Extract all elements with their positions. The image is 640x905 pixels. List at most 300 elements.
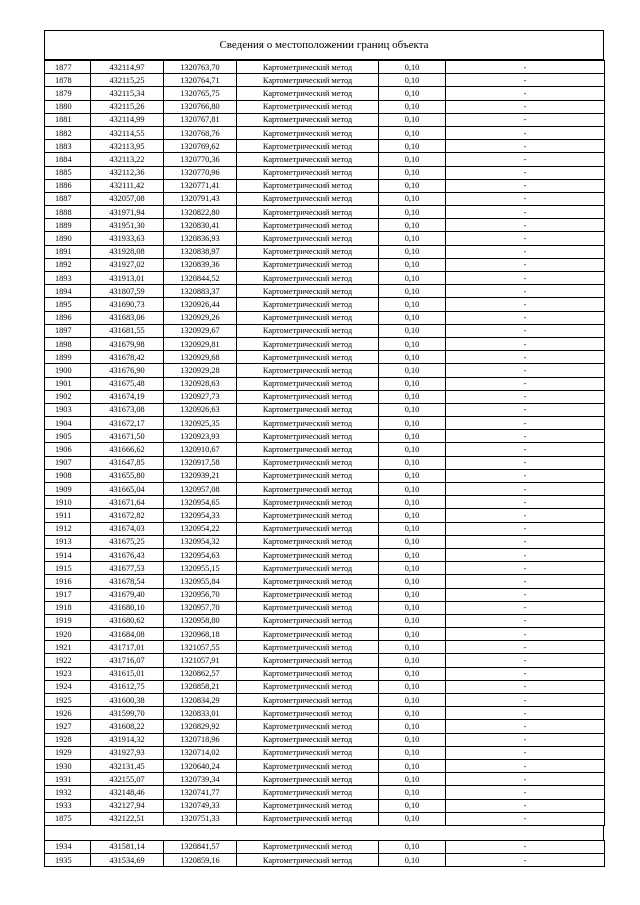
method-cell: Картометрический метод [237,364,379,377]
table-row [45,456,605,469]
point-number-cell: 1929 [45,746,91,759]
point-number-cell: 1883 [45,140,91,153]
description-cell: - [446,483,605,496]
description-cell: - [446,285,605,298]
description-cell: - [446,854,605,867]
table-row [45,100,605,113]
accuracy-cell: 0,10 [379,614,446,627]
point-number-cell: 1875 [45,812,91,825]
description-cell: - [446,364,605,377]
x-coordinate-cell: 432057,08 [91,192,164,205]
x-coordinate-cell: 431928,08 [91,245,164,258]
method-cell: Картометрический метод [237,812,379,825]
table-row [45,812,605,825]
y-coordinate-cell: 1320858,21 [164,680,237,693]
y-coordinate-cell: 1320917,58 [164,456,237,469]
y-coordinate-cell: 1320838,97 [164,245,237,258]
point-number-cell: 1935 [45,854,91,867]
method-cell: Картометрический метод [237,759,379,772]
y-coordinate-cell: 1320929,81 [164,337,237,350]
table-row [45,799,605,812]
description-cell: - [446,469,605,482]
point-number-cell: 1881 [45,113,91,126]
table-row [45,166,605,179]
point-number-cell: 1908 [45,469,91,482]
description-cell: - [446,258,605,271]
y-coordinate-cell: 1320765,75 [164,87,237,100]
point-number-cell: 1878 [45,74,91,87]
description-cell: - [446,799,605,812]
table-row [45,192,605,205]
accuracy-cell: 0,10 [379,258,446,271]
x-coordinate-cell: 432113,22 [91,153,164,166]
accuracy-cell: 0,10 [379,496,446,509]
point-number-cell: 1932 [45,786,91,799]
accuracy-cell: 0,10 [379,324,446,337]
table-title-text: Сведения о местоположении границ объекта [219,39,429,51]
y-coordinate-cell: 1321057,91 [164,654,237,667]
y-coordinate-cell: 1320829,92 [164,720,237,733]
x-coordinate-cell: 432111,42 [91,179,164,192]
y-coordinate-cell: 1320768,76 [164,126,237,139]
point-number-cell: 1922 [45,654,91,667]
point-number-cell: 1886 [45,179,91,192]
x-coordinate-cell: 432113,95 [91,140,164,153]
x-coordinate-cell: 431683,06 [91,311,164,324]
accuracy-cell: 0,10 [379,272,446,285]
table-row [45,759,605,772]
x-coordinate-cell: 431671,64 [91,496,164,509]
y-coordinate-cell: 1320925,35 [164,417,237,430]
y-coordinate-cell: 1320844,52 [164,272,237,285]
boundary-table-part-2 [44,840,605,867]
description-cell: - [446,759,605,772]
point-number-cell: 1899 [45,351,91,364]
method-cell: Картометрический метод [237,272,379,285]
description-cell: - [446,140,605,153]
accuracy-cell: 0,10 [379,680,446,693]
description-cell: - [446,324,605,337]
accuracy-cell: 0,10 [379,854,446,867]
method-cell: Картометрический метод [237,87,379,100]
x-coordinate-cell: 432114,99 [91,113,164,126]
point-number-cell: 1920 [45,628,91,641]
method-cell: Картометрический метод [237,298,379,311]
accuracy-cell: 0,10 [379,192,446,205]
x-coordinate-cell: 431534,69 [91,854,164,867]
x-coordinate-cell: 431655,80 [91,469,164,482]
table-title [44,30,604,60]
method-cell: Картометрический метод [237,232,379,245]
method-cell: Картометрический метод [237,548,379,561]
y-coordinate-cell: 1320770,96 [164,166,237,179]
accuracy-cell: 0,10 [379,232,446,245]
table-row [45,522,605,535]
table-row [45,548,605,561]
description-cell: - [446,351,605,364]
description-cell: - [446,601,605,614]
x-coordinate-cell: 431690,73 [91,298,164,311]
table-row [45,206,605,219]
method-cell: Картометрический метод [237,707,379,720]
x-coordinate-cell: 431679,98 [91,337,164,350]
x-coordinate-cell: 432122,51 [91,812,164,825]
description-cell: - [446,298,605,311]
description-cell: - [446,548,605,561]
table-row [45,854,605,867]
accuracy-cell: 0,10 [379,311,446,324]
method-cell: Картометрический метод [237,773,379,786]
y-coordinate-cell: 1320955,15 [164,562,237,575]
boundary-table [44,60,605,826]
y-coordinate-cell: 1320741,77 [164,786,237,799]
table-row [45,614,605,627]
accuracy-cell: 0,10 [379,61,446,74]
description-cell: - [446,192,605,205]
x-coordinate-cell: 431615,01 [91,667,164,680]
accuracy-cell: 0,10 [379,654,446,667]
y-coordinate-cell: 1320771,41 [164,179,237,192]
accuracy-cell: 0,10 [379,377,446,390]
description-cell: - [446,219,605,232]
table-row [45,840,605,853]
y-coordinate-cell: 1320862,57 [164,667,237,680]
description-cell: - [446,166,605,179]
boundary-table-part-2-body [45,840,605,866]
y-coordinate-cell: 1320839,36 [164,258,237,271]
y-coordinate-cell: 1320929,26 [164,311,237,324]
y-coordinate-cell: 1320718,96 [164,733,237,746]
accuracy-cell: 0,10 [379,153,446,166]
description-cell: - [446,443,605,456]
method-cell: Картометрический метод [237,74,379,87]
accuracy-cell: 0,10 [379,351,446,364]
point-number-cell: 1909 [45,483,91,496]
accuracy-cell: 0,10 [379,601,446,614]
table-row [45,707,605,720]
description-cell: - [446,403,605,416]
table-row [45,272,605,285]
x-coordinate-cell: 431675,25 [91,535,164,548]
point-number-cell: 1933 [45,799,91,812]
accuracy-cell: 0,10 [379,364,446,377]
x-coordinate-cell: 432127,94 [91,799,164,812]
accuracy-cell: 0,10 [379,74,446,87]
table-row [45,588,605,601]
accuracy-cell: 0,10 [379,694,446,707]
accuracy-cell: 0,10 [379,219,446,232]
method-cell: Картометрический метод [237,324,379,337]
accuracy-cell: 0,10 [379,113,446,126]
accuracy-cell: 0,10 [379,337,446,350]
y-coordinate-cell: 1320927,73 [164,390,237,403]
point-number-cell: 1931 [45,773,91,786]
point-number-cell: 1891 [45,245,91,258]
x-coordinate-cell: 431681,55 [91,324,164,337]
x-coordinate-cell: 432115,26 [91,100,164,113]
accuracy-cell: 0,10 [379,245,446,258]
y-coordinate-cell: 1320859,16 [164,854,237,867]
y-coordinate-cell: 1320954,32 [164,535,237,548]
accuracy-cell: 0,10 [379,522,446,535]
point-number-cell: 1915 [45,562,91,575]
method-cell: Картометрический метод [237,641,379,654]
accuracy-cell: 0,10 [379,773,446,786]
y-coordinate-cell: 1320955,84 [164,575,237,588]
accuracy-cell: 0,10 [379,628,446,641]
table-row [45,562,605,575]
y-coordinate-cell: 1320830,41 [164,219,237,232]
y-coordinate-cell: 1320926,63 [164,403,237,416]
description-cell: - [446,535,605,548]
table-row [45,601,605,614]
table-row [45,390,605,403]
description-cell: - [446,786,605,799]
description-cell: - [446,641,605,654]
accuracy-cell: 0,10 [379,746,446,759]
method-cell: Картометрический метод [237,245,379,258]
description-cell: - [446,654,605,667]
y-coordinate-cell: 1320954,33 [164,509,237,522]
description-cell: - [446,245,605,258]
y-coordinate-cell: 1320714,02 [164,746,237,759]
table-row [45,430,605,443]
accuracy-cell: 0,10 [379,588,446,601]
x-coordinate-cell: 431678,42 [91,351,164,364]
accuracy-cell: 0,10 [379,166,446,179]
x-coordinate-cell: 431612,75 [91,680,164,693]
x-coordinate-cell: 432115,34 [91,87,164,100]
method-cell: Картометрический метод [237,192,379,205]
y-coordinate-cell: 1320929,28 [164,364,237,377]
y-coordinate-cell: 1320954,22 [164,522,237,535]
y-coordinate-cell: 1320929,68 [164,351,237,364]
y-coordinate-cell: 1320822,80 [164,206,237,219]
y-coordinate-cell: 1320841,57 [164,840,237,853]
description-cell: - [446,588,605,601]
description-cell: - [446,733,605,746]
method-cell: Картометрический метод [237,377,379,390]
y-coordinate-cell: 1320767,81 [164,113,237,126]
accuracy-cell: 0,10 [379,667,446,680]
method-cell: Картометрический метод [237,100,379,113]
accuracy-cell: 0,10 [379,469,446,482]
description-cell: - [446,522,605,535]
x-coordinate-cell: 431717,01 [91,641,164,654]
description-cell: - [446,126,605,139]
method-cell: Картометрический метод [237,417,379,430]
method-cell: Картометрический метод [237,509,379,522]
y-coordinate-cell: 1320957,70 [164,601,237,614]
table-row [45,126,605,139]
table-row [45,641,605,654]
description-cell: - [446,61,605,74]
y-coordinate-cell: 1320939,21 [164,469,237,482]
description-cell: - [446,456,605,469]
description-cell: - [446,720,605,733]
x-coordinate-cell: 431666,62 [91,443,164,456]
point-number-cell: 1888 [45,206,91,219]
point-number-cell: 1901 [45,377,91,390]
method-cell: Картометрический метод [237,786,379,799]
x-coordinate-cell: 431971,94 [91,206,164,219]
table-row [45,337,605,350]
x-coordinate-cell: 431807,59 [91,285,164,298]
method-cell: Картометрический метод [237,733,379,746]
description-cell: - [446,575,605,588]
point-number-cell: 1900 [45,364,91,377]
table-row [45,680,605,693]
point-number-cell: 1926 [45,707,91,720]
point-number-cell: 1913 [45,535,91,548]
table-row [45,746,605,759]
y-coordinate-cell: 1320834,29 [164,694,237,707]
method-cell: Картометрический метод [237,854,379,867]
description-cell: - [446,206,605,219]
table-row [45,483,605,496]
point-number-cell: 1895 [45,298,91,311]
description-cell: - [446,773,605,786]
table-row [45,140,605,153]
x-coordinate-cell: 431672,82 [91,509,164,522]
point-number-cell: 1892 [45,258,91,271]
table-row [45,74,605,87]
x-coordinate-cell: 432112,36 [91,166,164,179]
method-cell: Картометрический метод [237,61,379,74]
x-coordinate-cell: 432114,55 [91,126,164,139]
table-row [45,469,605,482]
method-cell: Картометрический метод [237,628,379,641]
description-cell: - [446,179,605,192]
description-cell: - [446,337,605,350]
table-row [45,364,605,377]
method-cell: Картометрический метод [237,588,379,601]
description-cell: - [446,694,605,707]
table-row [45,258,605,271]
table-row [45,351,605,364]
y-coordinate-cell: 1320910,67 [164,443,237,456]
accuracy-cell: 0,10 [379,403,446,416]
method-cell: Картометрический метод [237,140,379,153]
point-number-cell: 1914 [45,548,91,561]
method-cell: Картометрический метод [237,799,379,812]
y-coordinate-cell: 1320926,44 [164,298,237,311]
method-cell: Картометрический метод [237,575,379,588]
method-cell: Картометрический метод [237,206,379,219]
x-coordinate-cell: 431675,48 [91,377,164,390]
point-number-cell: 1907 [45,456,91,469]
y-coordinate-cell: 1320923,93 [164,430,237,443]
point-number-cell: 1928 [45,733,91,746]
point-number-cell: 1894 [45,285,91,298]
table-row [45,733,605,746]
point-number-cell: 1916 [45,575,91,588]
table-row [45,245,605,258]
x-coordinate-cell: 431677,53 [91,562,164,575]
accuracy-cell: 0,10 [379,87,446,100]
description-cell: - [446,87,605,100]
method-cell: Картометрический метод [237,469,379,482]
point-number-cell: 1897 [45,324,91,337]
table-row [45,298,605,311]
accuracy-cell: 0,10 [379,417,446,430]
x-coordinate-cell: 432115,25 [91,74,164,87]
accuracy-cell: 0,10 [379,720,446,733]
x-coordinate-cell: 431676,43 [91,548,164,561]
x-coordinate-cell: 431951,30 [91,219,164,232]
description-cell: - [446,614,605,627]
method-cell: Картометрический метод [237,390,379,403]
accuracy-cell: 0,10 [379,562,446,575]
point-number-cell: 1930 [45,759,91,772]
table-row [45,113,605,126]
accuracy-cell: 0,10 [379,548,446,561]
method-cell: Картометрический метод [237,522,379,535]
y-coordinate-cell: 1320739,34 [164,773,237,786]
table-row [45,535,605,548]
table-row [45,509,605,522]
table-row [45,654,605,667]
method-cell: Картометрический метод [237,166,379,179]
method-cell: Картометрический метод [237,311,379,324]
point-number-cell: 1927 [45,720,91,733]
table-row [45,232,605,245]
description-cell: - [446,746,605,759]
table-row [45,61,605,74]
description-cell: - [446,113,605,126]
description-cell: - [446,100,605,113]
point-number-cell: 1885 [45,166,91,179]
method-cell: Картометрический метод [237,126,379,139]
table-row [45,773,605,786]
method-cell: Картометрический метод [237,443,379,456]
y-coordinate-cell: 1320769,62 [164,140,237,153]
point-number-cell: 1924 [45,680,91,693]
table-row [45,628,605,641]
description-cell: - [446,496,605,509]
table-row [45,153,605,166]
x-coordinate-cell: 431913,01 [91,272,164,285]
x-coordinate-cell: 431599,70 [91,707,164,720]
accuracy-cell: 0,10 [379,140,446,153]
point-number-cell: 1923 [45,667,91,680]
method-cell: Картометрический метод [237,337,379,350]
x-coordinate-cell: 431678,54 [91,575,164,588]
table-row [45,377,605,390]
table-row [45,496,605,509]
y-coordinate-cell: 1320968,18 [164,628,237,641]
point-number-cell: 1882 [45,126,91,139]
table-row [45,311,605,324]
table-row [45,667,605,680]
y-coordinate-cell: 1320957,08 [164,483,237,496]
y-coordinate-cell: 1320749,33 [164,799,237,812]
description-cell: - [446,272,605,285]
accuracy-cell: 0,10 [379,100,446,113]
point-number-cell: 1934 [45,840,91,853]
y-coordinate-cell: 1320928,63 [164,377,237,390]
method-cell: Картометрический метод [237,496,379,509]
table-row [45,179,605,192]
x-coordinate-cell: 431679,40 [91,588,164,601]
table-row [45,285,605,298]
table-row [45,694,605,707]
accuracy-cell: 0,10 [379,840,446,853]
y-coordinate-cell: 1320763,70 [164,61,237,74]
x-coordinate-cell: 431684,08 [91,628,164,641]
table-row [45,324,605,337]
accuracy-cell: 0,10 [379,443,446,456]
